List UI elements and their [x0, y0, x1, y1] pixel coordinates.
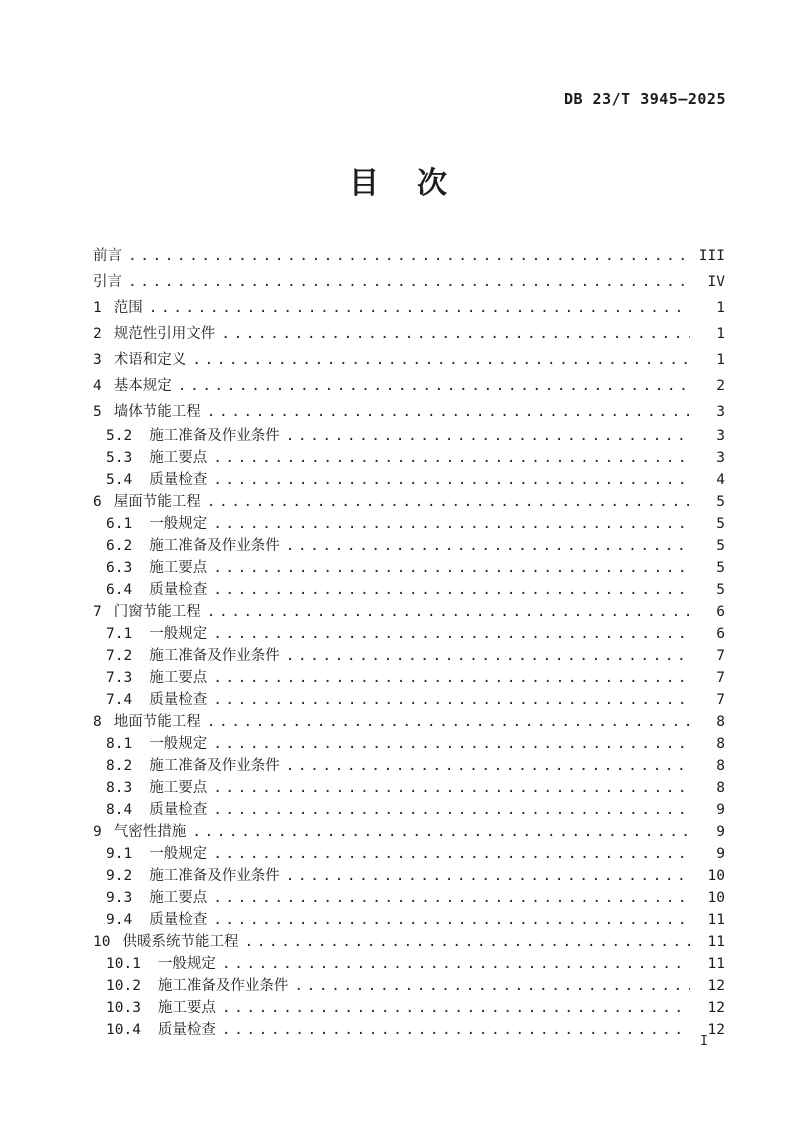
leader-dots	[222, 953, 690, 975]
toc-entry-title: 质量检查	[149, 802, 208, 818]
toc-entry-number: 6	[93, 494, 102, 510]
toc-page-number: 1	[716, 352, 725, 368]
toc-entry-number: 9.2	[106, 868, 133, 884]
leader-dots	[286, 865, 690, 887]
toc-row	[93, 821, 725, 843]
toc-row	[93, 953, 725, 975]
leader-dots	[213, 557, 690, 579]
toc-entry-title: 引言	[93, 274, 122, 290]
leader-dots	[213, 799, 690, 821]
toc-entry-number: 9.3	[106, 890, 133, 906]
toc-entry-title: 范围	[113, 300, 143, 316]
toc-entry-title: 质量检查	[149, 472, 208, 488]
leader-dots	[207, 491, 690, 513]
leader-dots	[222, 1019, 690, 1041]
leader-dots	[221, 321, 690, 347]
toc-entry-title: 施工要点	[149, 450, 208, 466]
toc-entry-title: 屋面节能工程	[113, 494, 201, 510]
toc-entry-title: 基本规定	[113, 378, 172, 394]
toc-entry-number: 8.1	[106, 736, 133, 752]
toc-entry-number: 6.4	[106, 582, 133, 598]
toc-entry-title: 施工准备及作业条件	[149, 428, 280, 444]
toc-page-number: 8	[716, 758, 725, 774]
toc-row	[93, 689, 725, 711]
toc-row	[93, 469, 725, 491]
toc-entry-title: 施工准备及作业条件	[149, 648, 280, 664]
toc-entry-number: 5.3	[106, 450, 133, 466]
toc-page-number: 12	[707, 1022, 725, 1038]
toc-page-number: 11	[707, 934, 725, 950]
leader-dots	[213, 579, 690, 601]
toc-row	[93, 491, 725, 513]
toc-row	[93, 645, 725, 667]
toc-page-number: 11	[707, 956, 725, 972]
toc-entry-title: 施工要点	[149, 560, 208, 576]
toc-entry-title: 门窗节能工程	[113, 604, 201, 620]
toc-row	[93, 909, 725, 931]
toc-page-number: 5	[716, 582, 725, 598]
toc-page-number: 5	[716, 516, 725, 532]
leader-dots	[149, 295, 690, 321]
toc-page-number: 3	[716, 450, 725, 466]
leader-dots	[244, 931, 690, 953]
toc-entry-number: 10.4	[106, 1022, 141, 1038]
toc-page-number: 4	[716, 472, 725, 488]
toc-row	[93, 243, 725, 269]
toc-entry-number: 1	[93, 300, 102, 316]
toc-entry-number: 4	[93, 378, 102, 394]
toc-entry-title: 一般规定	[149, 516, 208, 532]
toc-page-number: 11	[707, 912, 725, 928]
leader-dots	[213, 843, 690, 865]
toc-row	[93, 887, 725, 909]
leader-dots	[207, 711, 690, 733]
toc-entry-number: 10.2	[106, 978, 141, 994]
toc-entry-title: 一般规定	[149, 626, 208, 642]
toc-row	[93, 269, 725, 295]
toc-page-number: 5	[716, 494, 725, 510]
leader-dots	[192, 821, 690, 843]
toc-entry-title: 一般规定	[149, 736, 208, 752]
toc-entry-title: 墙体节能工程	[113, 404, 201, 420]
toc-entry-number: 6.2	[106, 538, 133, 554]
toc-row	[93, 535, 725, 557]
toc-entry-number: 6.3	[106, 560, 133, 576]
leader-dots	[286, 425, 690, 447]
toc-entry-title: 质量检查	[149, 582, 208, 598]
toc-page-number: 12	[707, 978, 725, 994]
toc-entry-number: 7.4	[106, 692, 133, 708]
toc-page-number: 3	[716, 428, 725, 444]
page-title: 目 次	[349, 166, 451, 201]
toc-row	[93, 513, 725, 535]
leader-dots	[286, 535, 690, 557]
toc-entry-title: 术语和定义	[113, 352, 187, 368]
toc-entry-title: 施工准备及作业条件	[149, 868, 280, 884]
toc-entry-number: 9	[93, 824, 102, 840]
leader-dots	[213, 733, 690, 755]
leader-dots	[128, 269, 690, 295]
leader-dots	[178, 373, 690, 399]
toc-entry-title: 供暖系统节能工程	[122, 934, 239, 950]
toc-row	[93, 799, 725, 821]
toc-entry-number: 6.1	[106, 516, 133, 532]
toc-row	[93, 373, 725, 399]
toc-page-number: 8	[716, 736, 725, 752]
toc-row	[93, 997, 725, 1019]
toc-row	[93, 579, 725, 601]
toc-page-number: 9	[716, 802, 725, 818]
toc-entry-title: 气密性措施	[113, 824, 187, 840]
toc-row	[93, 733, 725, 755]
toc-row	[93, 843, 725, 865]
leader-dots	[213, 469, 690, 491]
toc-row	[93, 711, 725, 733]
toc-page-number: 6	[716, 626, 725, 642]
toc-entry-number: 8	[93, 714, 102, 730]
toc-entry-title: 规范性引用文件	[113, 326, 216, 342]
toc-page-number: 5	[716, 538, 725, 554]
toc-entry-title: 质量检查	[149, 912, 208, 928]
toc-entry-number: 2	[93, 326, 102, 342]
toc-row	[93, 755, 725, 777]
toc-entry-number: 8.2	[106, 758, 133, 774]
toc-page-number: 9	[716, 846, 725, 862]
leader-dots	[213, 909, 690, 931]
standard-number: DB 23/T 3945—2025	[563, 90, 726, 108]
toc-entry-title: 质量检查	[157, 1022, 216, 1038]
toc-entry-number: 10.1	[106, 956, 141, 972]
leader-dots	[207, 399, 690, 425]
toc-entry-title: 施工要点	[157, 1000, 216, 1016]
toc-row	[93, 347, 725, 373]
leader-dots	[213, 777, 690, 799]
toc-entry-title: 施工要点	[149, 670, 208, 686]
leader-dots	[213, 447, 690, 469]
toc-entry-number: 8.3	[106, 780, 133, 796]
toc-page-number: 9	[716, 824, 725, 840]
toc-row	[93, 623, 725, 645]
toc-entry-number: 5	[93, 404, 102, 420]
toc-page-number: 1	[716, 300, 725, 316]
toc-row	[93, 865, 725, 887]
toc-entry-title: 前言	[93, 248, 122, 264]
toc-row	[93, 975, 725, 997]
toc-page-number: 8	[716, 714, 725, 730]
toc-row	[93, 399, 725, 425]
leader-dots	[213, 667, 690, 689]
toc-row	[93, 425, 725, 447]
leader-dots	[286, 755, 690, 777]
toc-row	[93, 931, 725, 953]
toc-entry-title: 质量检查	[149, 692, 208, 708]
toc-page-number: III	[698, 248, 725, 264]
toc-entry-number: 5.2	[106, 428, 133, 444]
toc-row	[93, 1019, 725, 1041]
toc-entry-title: 施工准备及作业条件	[157, 978, 289, 994]
toc-page-number: 8	[716, 780, 725, 796]
toc-entry-number: 10	[93, 934, 111, 950]
toc-entry-title: 施工准备及作业条件	[149, 538, 280, 554]
toc-entry-number: 7.2	[106, 648, 133, 664]
leader-dots	[222, 997, 690, 1019]
footer-page-number: I	[700, 1034, 708, 1049]
toc-list	[93, 243, 725, 1041]
leader-dots	[213, 623, 690, 645]
toc-entry-number: 9.1	[106, 846, 133, 862]
toc-entry-title: 一般规定	[149, 846, 208, 862]
toc-row	[93, 295, 725, 321]
leader-dots	[213, 887, 690, 909]
leader-dots	[192, 347, 690, 373]
leader-dots	[213, 513, 690, 535]
leader-dots	[128, 243, 690, 269]
toc-row	[93, 557, 725, 579]
toc-row	[93, 321, 725, 347]
toc-row	[93, 777, 725, 799]
toc-page-number: 5	[716, 560, 725, 576]
toc-page-number: 12	[707, 1000, 725, 1016]
toc-entry-title: 施工要点	[149, 890, 208, 906]
toc-entry-title: 一般规定	[157, 956, 216, 972]
leader-dots	[213, 689, 690, 711]
toc-row	[93, 447, 725, 469]
toc-entry-title: 施工要点	[149, 780, 208, 796]
toc-entry-number: 7.1	[106, 626, 133, 642]
toc-page-number: 7	[716, 692, 725, 708]
toc-page-number: 2	[716, 378, 725, 394]
toc-entry-number: 7.3	[106, 670, 133, 686]
toc-entry-number: 8.4	[106, 802, 133, 818]
toc-page-number: 7	[716, 670, 725, 686]
toc-page-number: 10	[707, 868, 725, 884]
leader-dots	[286, 645, 690, 667]
toc-page-number: 6	[716, 604, 725, 620]
toc-page-number: 1	[716, 326, 725, 342]
toc-entry-title: 地面节能工程	[113, 714, 201, 730]
toc-entry-title: 施工准备及作业条件	[149, 758, 280, 774]
toc-entry-number: 5.4	[106, 472, 133, 488]
toc-entry-number: 3	[93, 352, 102, 368]
leader-dots	[207, 601, 690, 623]
toc-page-number: 3	[716, 404, 725, 420]
toc-entry-number: 9.4	[106, 912, 133, 928]
leader-dots	[294, 975, 690, 997]
toc-row	[93, 667, 725, 689]
toc-page-number: IV	[707, 274, 725, 290]
toc-row	[93, 601, 725, 623]
toc-page-number: 10	[707, 890, 725, 906]
toc-entry-number: 10.3	[106, 1000, 141, 1016]
toc-page-number: 7	[716, 648, 725, 664]
toc-entry-number: 7	[93, 604, 102, 620]
